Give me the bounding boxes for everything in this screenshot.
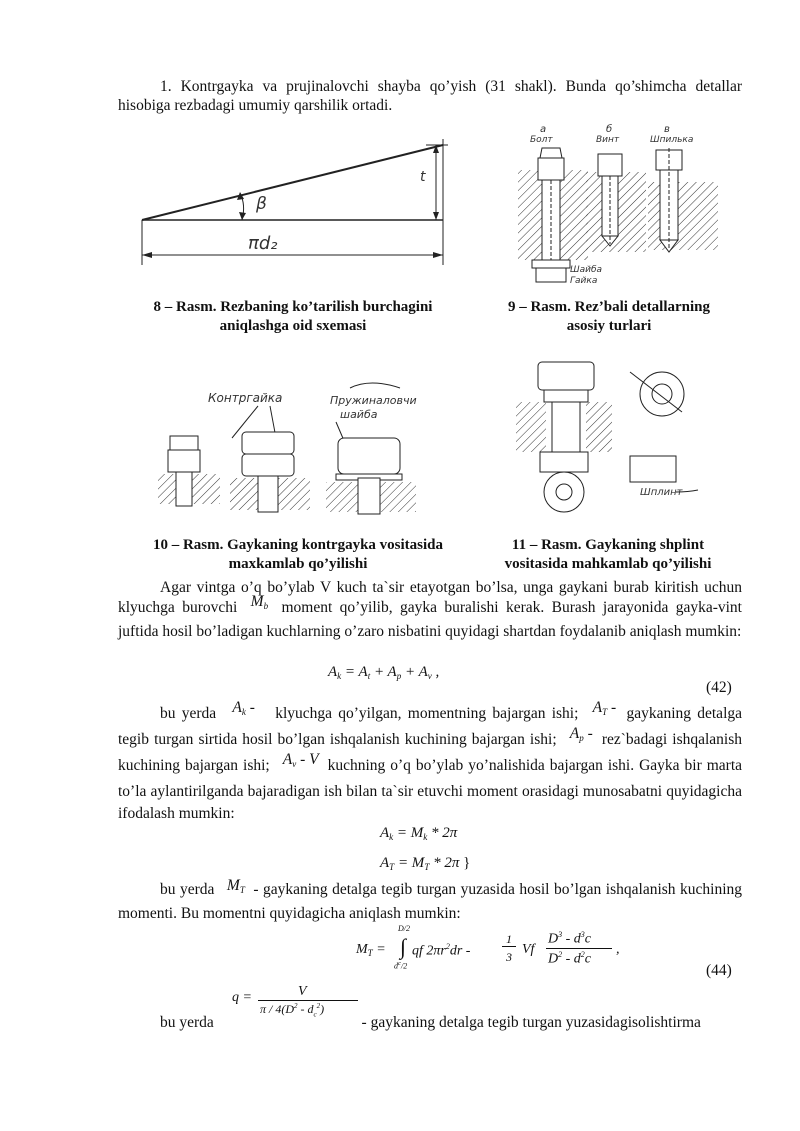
label-a-letter: а	[540, 124, 547, 135]
angle-label: β	[256, 194, 267, 214]
intro-paragraph: 1. Kontrgayka va prujinalovchi shayba qo’yish (31 shakl). Bunda qo’shimcha detallar hisobiga rezbadagi umumiy qarshilik ortadi.	[118, 78, 742, 114]
symbol-Mb: $M_b$	[250, 593, 269, 611]
equation-q: q = V π / $4(D^2 - d_c^2)$	[232, 986, 362, 1026]
figure-8-caption: 8 – Rasm. Rezbaning ko’tarilish burchagini aniqlashga oid sxemasi	[153, 299, 433, 334]
paragraph-specific-pressure: bu yerda - gaykaning detalga tegib turgan yuzasidagisolishtirma	[160, 1014, 701, 1031]
label-spring-washer-1: Пружиналовчи	[330, 394, 417, 407]
figure-9-caption: 9 – Rasm. Rez’bali detallarning asosiy turlari	[507, 299, 711, 334]
figure-10-caption: 10 – Rasm. Gaykaning kontrgayka vositasida maxkamlab qo’yilishi	[152, 537, 444, 572]
label-c-letter: в	[664, 124, 670, 135]
equation-44: $M_T$ = D/2 ∫ $d^c/2$ qf $2\pi r^2dr$ - 1 3 Vf $D^3 - d^3c$ $D^2 - d^2c$ ,	[356, 924, 620, 971]
height-label: t	[420, 169, 426, 185]
figure-8-thread-angle-diagram	[118, 125, 458, 275]
equation-42: $A_k = A_t + A_p + A_v$ ,	[328, 664, 440, 681]
label-cotter-pin: Шплинт	[640, 487, 683, 498]
figure-9-fastener-types	[512, 120, 732, 290]
label-bolt: Болт	[530, 135, 553, 145]
label-b-letter: б	[606, 124, 613, 135]
label-spring-washer-2: шайба	[340, 408, 378, 421]
figure-11-cotter-pin-diagram	[512, 352, 732, 517]
paragraph-force-moment: Agar vintga o’q bo’ylab V kuch ta`sir etayotgan bo’lsa, unga gaykani burab kiritish uchun klyuchga burovchi $M_b$ moment qo’yilib, gayka buralishi kerak. Burash jarayonida gayka-vint juftida hosil bo’ladigan kuchlarning o’zaro nisbatini quyidagi shartdan foydalanib aniqlash mumkin:	[118, 579, 742, 640]
figure-10-locknut-diagram	[150, 378, 450, 518]
label-locknut: Контргайка	[208, 391, 283, 405]
label-screw: Винт	[596, 135, 620, 145]
label-stud: Шпилька	[650, 135, 694, 145]
label-washer: Шайба	[570, 265, 603, 275]
paragraph-work-definitions: bu yerda $A_k$ - klyuchga qo’yilgan, momentning bajargan ishi; $A_T$ - gaykaning detalga tegib turgan sirtida hosil bo’lgan ishqalanish kuchining bajargan ishi; $A_p$ - rez`badagi ishqalanish kuchining bajargan ishi; $A_v$ - V kuchning o’q bo’ylab yo’nalishida bajargan ishi. Gayka bir marta to’la aylantirilganda bajaradigan ish bilan ta`sir etuvchi moment orasidagi munosabatni quyidagicha ifodalash mumkin:	[118, 699, 743, 822]
label-nut: Гайка	[570, 276, 598, 286]
figure-11-caption: 11 – Rasm. Gaykaning shplint vositasida mahkamlab qo’yilishi	[504, 537, 712, 572]
equation-43: $A_k = M_k * 2\pi$ $A_T = M_T * 2\pi$ }	[380, 825, 471, 872]
paragraph-friction-moment: bu yerda $M_T$ - gaykaning detalga tegib turgan yuzasida hosil bo’lgan ishqalanish kuchining momenti. Bu momentni quyidagicha aniqlash mumkin:	[118, 877, 743, 922]
equation-42-number: (42)	[706, 679, 732, 696]
base-label: πd₂	[248, 233, 278, 254]
equation-44-number: (44)	[706, 962, 732, 979]
